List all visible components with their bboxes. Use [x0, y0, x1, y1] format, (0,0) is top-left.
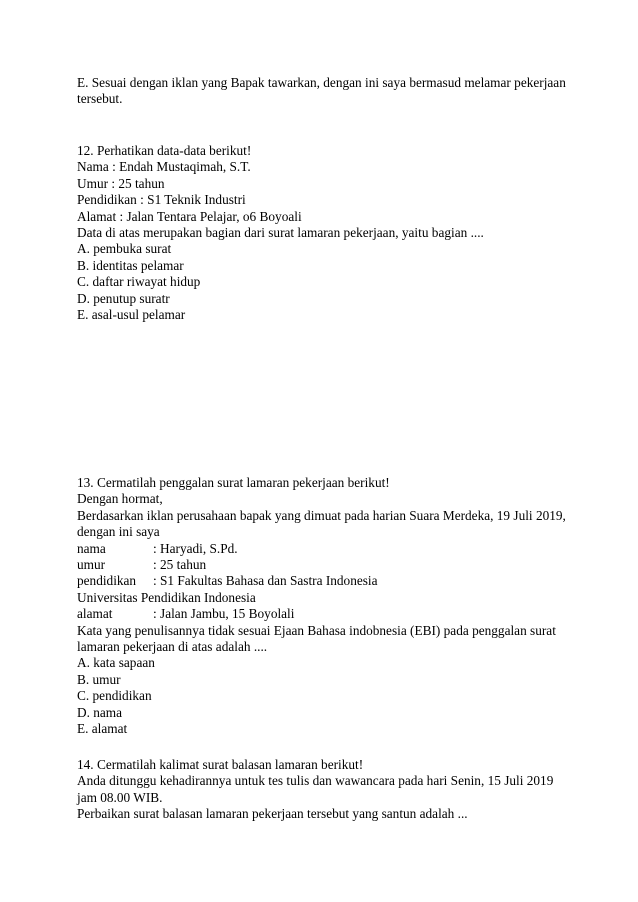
q13-option-e: E. alamat [77, 721, 128, 737]
q13-body: Berdasarkan iklan perusahaan bapak yang dimuat pada harian Suara Merdeka, 19 Juli 2019, dengan ini saya [77, 507, 566, 540]
q13-greeting: Dengan hormat, [77, 491, 163, 507]
q13-field-umur [77, 557, 567, 573]
q12-option-a: A. pembuka surat [77, 241, 172, 257]
q13-field-alamat [77, 606, 567, 622]
q12-heading: 12. Perhatikan data-data berikut! [77, 143, 252, 158]
q13-option-a: A. kata sapaan [77, 655, 155, 671]
q14-sentence: Anda ditunggu kehadirannya untuk tes tulis dan wawancara pada hari Senin, 15 Juli 2019 jam 08.00 WIB. [77, 773, 554, 805]
q13-option-b: B. umur [77, 671, 121, 687]
q13-field-nama [77, 541, 567, 557]
q13-option-d: D. nama [77, 704, 123, 720]
intro-text: E. Sesuai dengan iklan yang Bapak tawarkan, dengan ini saya bermasud melamar pekerjaan tersebut. [77, 75, 566, 107]
q13-field-key: nama [77, 540, 106, 556]
q12-question: Data di atas merupakan bagian dari surat lamaran pekerjaan, yaitu bagian .... [77, 225, 484, 241]
q12-option-c: C. daftar riwayat hidup [77, 274, 201, 290]
q12-data-pendidikan: Pendidikan : S1 Teknik Industri [77, 192, 246, 208]
question-14 [77, 757, 567, 823]
q14-heading: 14. Cermatilah kalimat surat balasan lamaran berikut! [77, 757, 364, 772]
q14-question: Perbaikan surat balasan lamaran pekerjaan tersebut yang santun adalah ... [77, 806, 468, 822]
q13-field-value: : Jalan Jambu, 15 Boyolali [153, 606, 295, 622]
q13-option-c: C. pendidikan [77, 688, 152, 704]
q12-data-umur: Umur : 25 tahun [77, 175, 165, 191]
q12-option-d: D. penutup suratr [77, 290, 170, 306]
q13-field-key: alamat [77, 606, 113, 622]
q13-continuation: Universitas Pendidikan Indonesia [77, 589, 256, 605]
q13-field-key: pendidikan [77, 573, 137, 589]
q12-data-alamat: Alamat : Jalan Tentara Pelajar, o6 Boyoali [77, 208, 302, 224]
q13-field-value: : S1 Fakultas Bahasa dan Sastra Indonesia [153, 573, 378, 589]
intro-option-e [77, 75, 567, 108]
q13-field-value: : Haryadi, S.Pd. [153, 540, 238, 556]
q12-data-nama: Nama : Endah Mustaqimah, S.T. [77, 159, 251, 175]
q13-field-pendidikan [77, 573, 567, 589]
q13-question: Kata yang penulisannya tidak sesuai Ejaan Bahasa indobnesia (EBI) pada penggalan surat lamaran pekerjaan di atas adalah .... [77, 622, 556, 655]
q12-option-e: E. asal-usul pelamar [77, 307, 186, 323]
q13-field-key: umur [77, 557, 106, 573]
q13-heading: 13. Cermatilah penggalan surat lamaran pekerjaan berikut! [77, 475, 390, 490]
question-12 [77, 143, 567, 323]
q12-option-b: B. identitas pelamar [77, 257, 184, 273]
question-13 [77, 475, 567, 738]
q13-field-value: : 25 tahun [153, 557, 207, 573]
